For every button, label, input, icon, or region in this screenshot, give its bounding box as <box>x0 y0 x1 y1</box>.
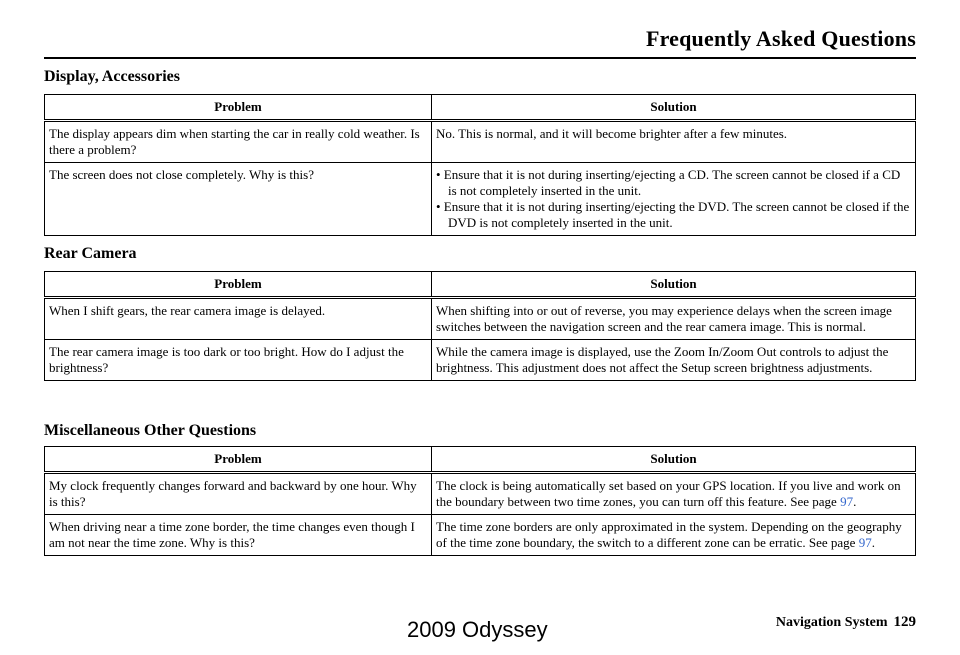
problem-cell: The display appears dim when starting the car in really cold weather. Is there a problem? <box>45 121 432 163</box>
problem-cell: The rear camera image is too dark or too bright. How do I adjust the brightness? <box>45 340 432 381</box>
column-header-problem: Problem <box>45 447 432 473</box>
problem-cell: When driving near a time zone border, the time changes even though I am not near the time zone. Why is this? <box>45 515 432 556</box>
watermark: 2009 Odyssey <box>407 617 548 642</box>
column-header-solution: Solution <box>432 95 916 121</box>
faq-table-misc <box>44 446 916 556</box>
table-row <box>45 340 916 381</box>
page-title: Frequently Asked Questions <box>645 26 916 51</box>
solution-suffix: . <box>853 494 857 509</box>
solution-cell: When shifting into or out of reverse, you may experience delays when the screen image switches between the navigation screen and the rear camera image. This is normal. <box>432 298 916 340</box>
problem-cell: The screen does not close completely. Why is this? <box>45 163 432 236</box>
page-number: 129 <box>893 614 916 630</box>
solution-text: The time zone borders are only approximated in the system. Depending on the geography of the time zone boundary, the switch to a different zone can be erratic. See page <box>436 519 902 550</box>
page-footer <box>776 614 916 631</box>
footer-label: Navigation System <box>775 615 888 630</box>
table-row <box>45 163 916 236</box>
page-reference-link[interactable]: 97 <box>858 535 872 550</box>
column-header-problem: Problem <box>45 272 432 298</box>
faq-table-display <box>44 94 916 236</box>
page-reference-link[interactable]: 97 <box>840 494 854 509</box>
section-heading-misc: Miscellaneous Other Questions <box>44 422 257 439</box>
bullet-item: • Ensure that it is not during inserting/ejecting a CD. The screen cannot be closed if a CD is not completely inserted in the unit. <box>436 167 901 198</box>
solution-cell <box>432 515 916 556</box>
solution-cell <box>432 163 916 236</box>
problem-cell: My clock frequently changes forward and backward by one hour. Why is this? <box>45 473 432 515</box>
table-row <box>45 473 916 515</box>
column-header-solution: Solution <box>432 272 916 298</box>
solution-cell <box>432 473 916 515</box>
column-header-solution: Solution <box>432 447 916 473</box>
solution-cell: No. This is normal, and it will become brighter after a few minutes. <box>432 121 916 163</box>
table-row <box>45 515 916 556</box>
problem-cell: When I shift gears, the rear camera image is delayed. <box>45 298 432 340</box>
title-divider <box>44 57 916 59</box>
section-heading-display: Display, Accessories <box>44 68 180 85</box>
table-row <box>45 298 916 340</box>
solution-suffix: . <box>871 535 875 550</box>
table-row <box>45 121 916 163</box>
solution-text: The clock is being automatically set based on your GPS location. If you live and work on the boundary between two time zones, you can turn off this feature. See page <box>436 478 901 509</box>
section-heading-rear-camera: Rear Camera <box>44 245 137 262</box>
faq-table-rear-camera <box>44 271 916 381</box>
bullet-item: • Ensure that it is not during inserting/ejecting the DVD. The screen cannot be closed if the DVD is not completely inserted in the unit. <box>436 199 910 230</box>
solution-cell: While the camera image is displayed, use the Zoom In/Zoom Out controls to adjust the brightness. This adjustment does not affect the Setup screen brightness adjustments. <box>432 340 916 381</box>
column-header-problem: Problem <box>45 95 432 121</box>
